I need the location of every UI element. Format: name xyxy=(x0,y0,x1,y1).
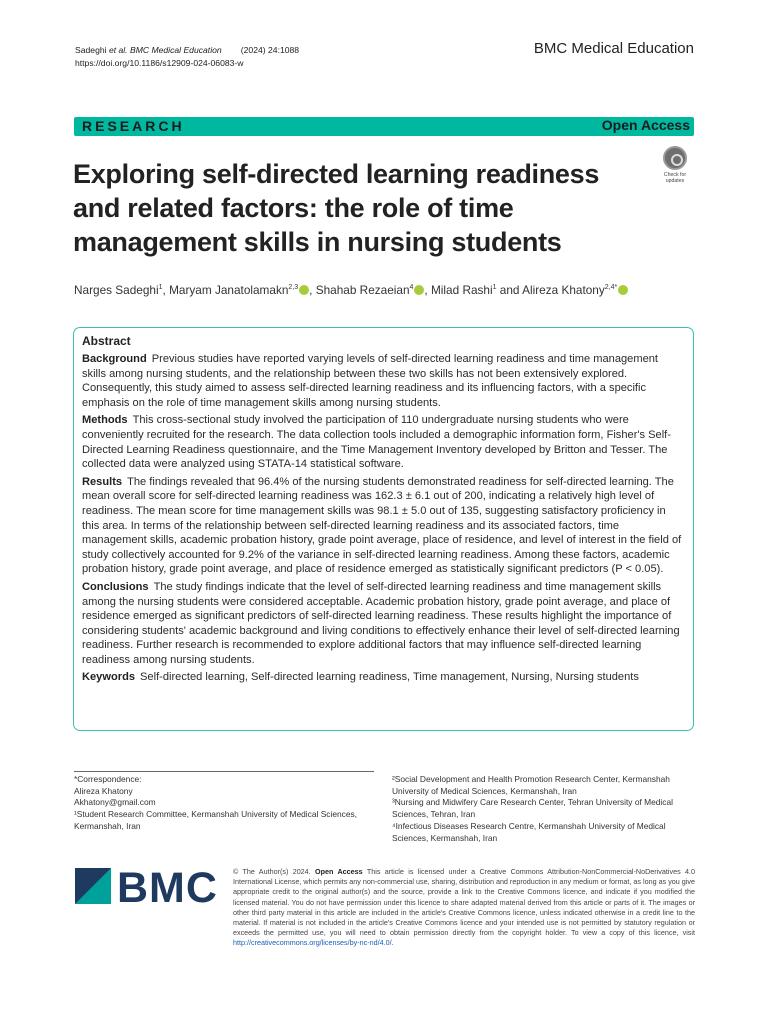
copyright: © The Author(s) 2024. xyxy=(233,867,311,876)
running-header xyxy=(75,44,299,69)
footnote: Akhatony@gmail.com xyxy=(74,797,156,808)
section-label: RESEARCH xyxy=(82,118,185,134)
orcid-icon[interactable] xyxy=(414,285,424,295)
orcid-icon[interactable] xyxy=(618,285,628,295)
footnote: ²Social Development and Health Promotion Research Center, Kermanshah University of Medical Sciences, Kermanshah, Iran xyxy=(392,774,670,796)
abstract-section-background xyxy=(82,352,685,410)
author-affiliation: 2,3 xyxy=(288,284,299,291)
abstract-section-keywords xyxy=(82,670,685,685)
abstract-section-results xyxy=(82,475,685,577)
check-updates-label: Check for updates xyxy=(663,172,687,184)
author-name: Narges Sadeghi xyxy=(74,283,159,297)
footnote: ³Nursing and Midwifery Care Research Center, Tehran University of Medical Sciences, Tehran, Iran xyxy=(392,797,673,820)
abstract-section-text: Previous studies have reported varying levels of self-directed learning readiness and time management skills among nursing students, and the relationship between these two skills has not been extensively explored. Consequently, this study aimed to assess self-directed learning readiness and its influencing factors, with a specific emphasis on the role of time management skills among nursing students. xyxy=(82,353,659,409)
open-access-label: Open Access xyxy=(601,117,690,133)
abstract-section-label: Methods xyxy=(82,414,128,427)
abstract-heading: Abstract xyxy=(82,334,131,348)
author-affiliation: 2,4* xyxy=(604,284,618,291)
footnote: *Correspondence: xyxy=(74,774,142,784)
author-name: Milad Rashi xyxy=(430,283,493,297)
footnotes-left xyxy=(74,774,364,833)
author-affiliation: 4 xyxy=(409,284,414,291)
license-end: . xyxy=(391,938,394,948)
author-separator: , xyxy=(309,283,316,297)
abstract-section-methods xyxy=(82,413,685,471)
orcid-icon[interactable] xyxy=(299,285,309,295)
journal-name: BMC Medical Education xyxy=(533,40,694,57)
license-text xyxy=(233,867,695,949)
abstract-section-label: Background xyxy=(82,353,147,365)
abstract-section-label: Keywords xyxy=(82,671,136,684)
citation-year: (2024) 24:1088 xyxy=(240,45,300,55)
author-name: Maryam Janatolamakn xyxy=(169,283,289,297)
abstract-section-text: The findings revealed that 96.4% of the nursing students demonstrated readiness for self-directed learning. The mean overall score for self-directed learning readiness was 162.3 ± 6.1 out of 200, indicating a relatively high level of readiness. The mean score for time management skills was 98.1 ± 5.0 out of 135, suggesting satisfactory proficiency in this area. In terms of the relationship between self-directed learning readiness and its associated factors, time management skills, academic probation history, grade point average, place of residence, and level of interest in the field of study collectively accounted for 9.2% of the variance in self-directed learning readiness. Among these factors, academic probation history, grade point average, and place of residence emerged as statistically significant predictors (P < 0.05). xyxy=(82,475,682,576)
abstract-section-text: The study findings indicate that the level of self-directed learning readiness and time management skills among the nursing students were considered acceptable. Academic probation history, grade point average, and place of residence emerged as significant predictors of self-directed learning readiness. These results highlight the importance of considering students' academic background and living conditions to effectively enhance their level of self-directed learning readiness. Further research is recommended to explore additional factors that may influence self-directed learning readiness among nursing students. xyxy=(82,580,680,666)
author-separator: , xyxy=(162,283,170,297)
author-name: Shahab Rezaeian xyxy=(315,283,410,297)
check-updates-icon xyxy=(663,146,687,170)
author-name: Alireza Khatony xyxy=(522,283,605,297)
section-banner xyxy=(74,117,694,136)
abstract-section-label: Conclusions xyxy=(82,580,149,593)
abstract-section-conclusions xyxy=(82,580,685,668)
author-affiliation: 1 xyxy=(492,284,497,291)
author-separator: , xyxy=(424,283,431,297)
check-for-updates-button[interactable] xyxy=(657,146,693,184)
author-affiliation: 1 xyxy=(158,284,163,291)
license-body: This article is licensed under a Creative Commons Attribution-NonCommercial-NoDerivatives 4.0 International License, which permits any non-commercial use, sharing, distribution and reproduction in any medium or format, as long as you give appropriate credit to the original author(s) and the source, provide a link to the Creative Commons licence, and indicate if you modified the licensed material. You do not have permission under this licence to share adapted material derived from this article or parts of it. The images or other third party material in this article are included in the article's Creative Commons licence, unless indicated otherwise in a credit line to the material. If material is not included in the article's Creative Commons licence and your intended use is not permitted by statutory regulation or exceeds the permitted use, you will need to obtain permission directly from the copyright holder. To view a copy of this licence, visit xyxy=(233,867,695,938)
license-open-access: Open Access xyxy=(315,867,363,876)
license-link[interactable]: http://creativecommons.org/licenses/by-nc-nd/4.0/ xyxy=(233,938,392,948)
author-list xyxy=(74,283,694,297)
footnote-divider xyxy=(74,771,374,772)
bmc-logo xyxy=(75,864,218,912)
abstract-section-text: This cross-sectional study involved the participation of 110 undergraduate nursing students who were conveniently recruited for the research. The data collection tools included a demographic information form, Fisher's Self-Directed Learning Readiness questionnaire, and the Time Management Inventory developed by Britton and Tesser. The collected data were analyzed using STATA-14 statistical software. xyxy=(82,414,671,471)
citation xyxy=(75,44,299,57)
footnote: Alireza Khatony xyxy=(74,785,133,796)
footnote: ¹Student Research Committee, Kermanshah University of Medical Sciences, Kermanshah, Iran xyxy=(74,809,358,831)
citation-authors: Sadeghi xyxy=(75,45,107,55)
abstract-section-label: Results xyxy=(82,475,123,488)
citation-journal: et al. BMC Medical Education xyxy=(108,45,222,55)
article-title: Exploring self-directed learning readiness and related factors: the role of time management skills in nursing students xyxy=(73,159,600,257)
doi-link[interactable]: https://doi.org/10.1186/s12909-024-06083-w xyxy=(75,57,244,68)
bmc-logo-icon xyxy=(75,868,111,904)
bmc-logo-text: BMC xyxy=(117,864,218,912)
author-separator: and xyxy=(496,283,523,297)
abstract-box xyxy=(73,327,694,731)
footnotes-right xyxy=(392,774,692,844)
abstract-section-text: Self-directed learning, Self-directed learning readiness, Time management, Nursing, Nursing students xyxy=(140,671,639,684)
abstract-sections xyxy=(82,352,685,685)
footnote: ⁴Infectious Diseases Research Centre, Kermanshah University of Medical Sciences, Kermanshah, Iran xyxy=(392,820,666,843)
